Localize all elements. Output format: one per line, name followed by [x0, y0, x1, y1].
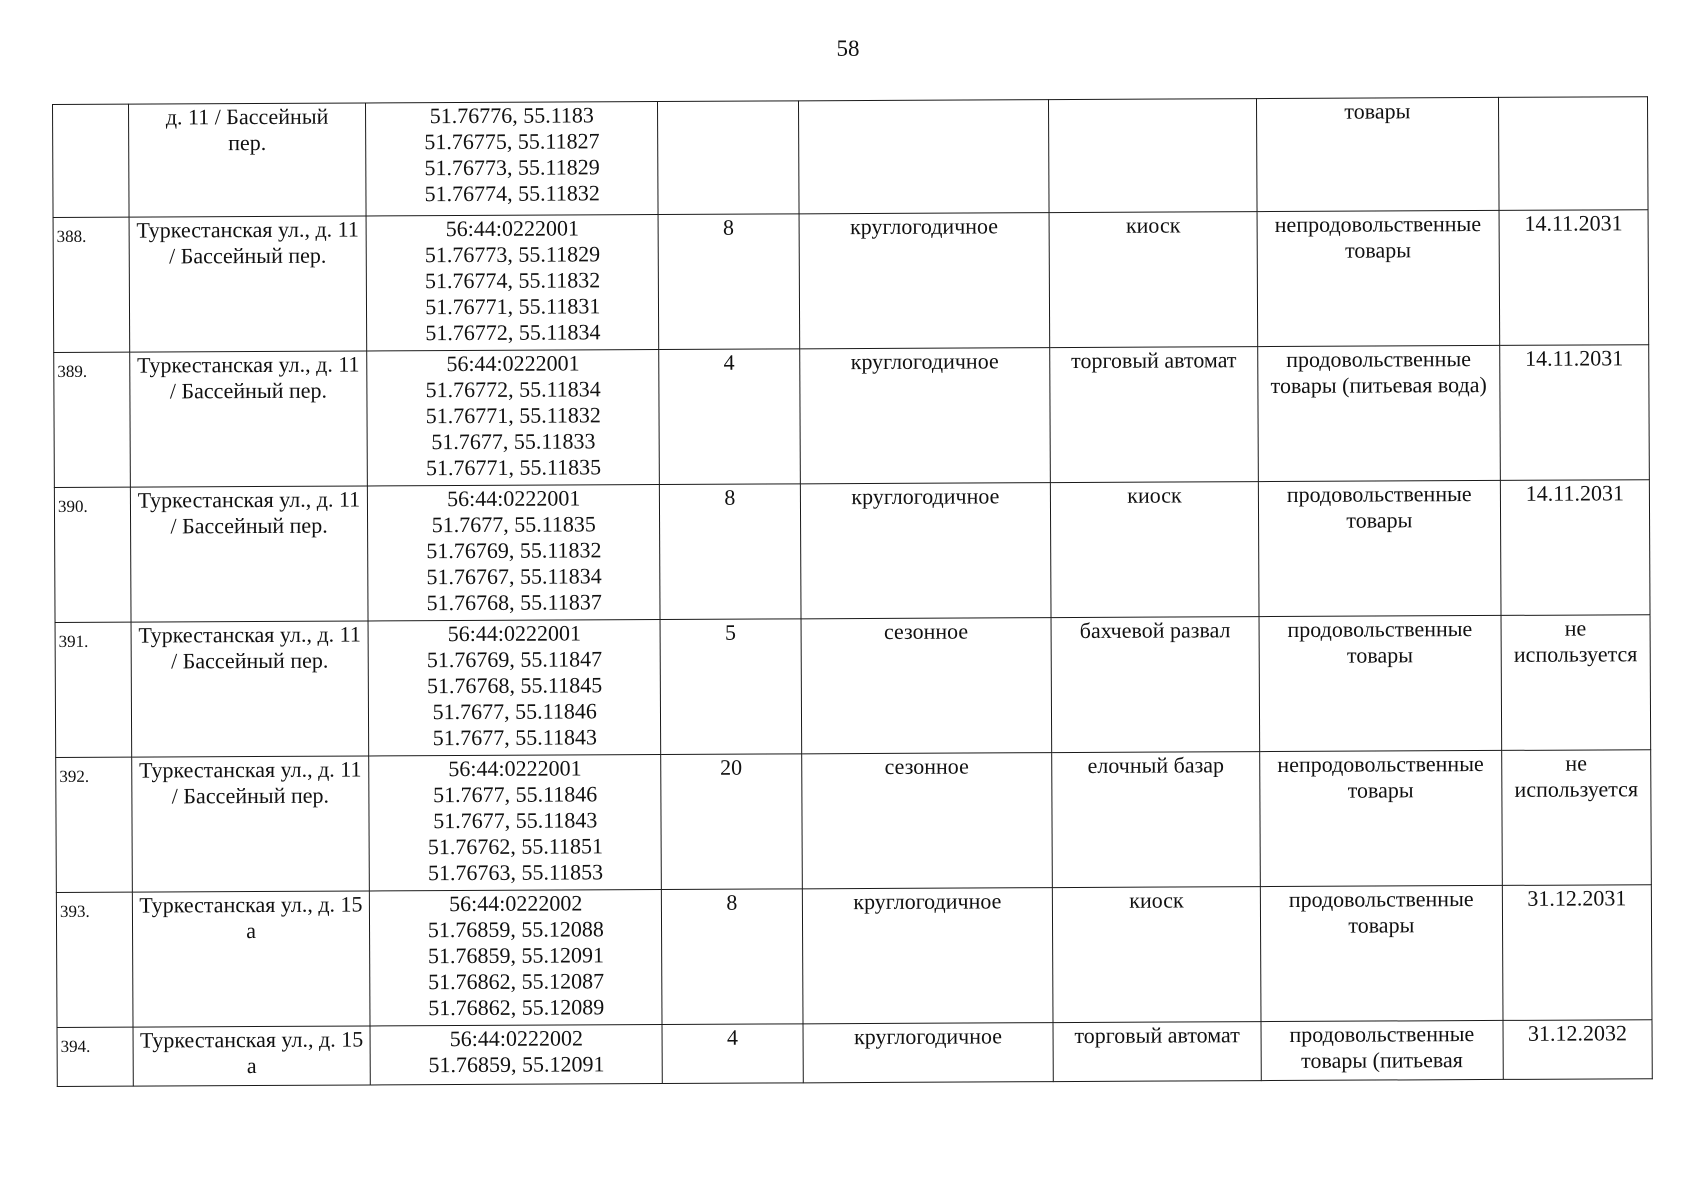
cell-type: торговый автомат	[1053, 1022, 1261, 1082]
table-row-truncated	[57, 1020, 1652, 1087]
cell-num: 394.	[57, 1027, 133, 1086]
cell-address: Туркестанская ул., д. 11 / Бассейный пер.	[130, 486, 368, 622]
cell-area	[658, 101, 799, 215]
cell-date	[1498, 97, 1648, 211]
cell-period: сезонное	[801, 618, 1052, 754]
cell-goods: непродовольственные товары	[1257, 210, 1500, 346]
cell-period: круглогодичное	[803, 1023, 1054, 1083]
cell-period: сезонное	[801, 753, 1052, 889]
cell-type: киоск	[1053, 887, 1261, 1023]
cell-goods: продовольственные товары	[1259, 615, 1502, 751]
cell-goods: непродовольственные товары	[1259, 750, 1502, 886]
cell-num	[53, 104, 129, 217]
cell-area: 8	[660, 484, 801, 620]
cell-coords: 56:44:0222001 51.7677, 55.11846 51.7677, 55.11843 51.76762, 55.11851 51.76763, 55.11853	[369, 755, 661, 891]
table-row	[56, 750, 1652, 893]
cell-coords: 56:44:0222001 51.7677, 55.11835 51.76769, 55.11832 51.76767, 55.11834 51.76768, 55.11837	[368, 485, 660, 621]
cell-address: Туркестанская ул., д. 15 а	[132, 891, 370, 1027]
cell-goods: продовольственные товары	[1260, 885, 1503, 1021]
cell-address: Туркестанская ул., д. 11 / Бассейный пер.	[129, 351, 367, 487]
cell-date: 31.12.2032	[1503, 1020, 1652, 1080]
cell-date: 14.11.2031	[1500, 345, 1650, 481]
cell-address: Туркестанская ул., д. 11 / Бассейный пер.	[131, 621, 369, 757]
table-row	[56, 885, 1652, 1028]
cell-type: киоск	[1051, 482, 1259, 618]
cell-period: круглогодичное	[802, 888, 1053, 1024]
page-number: 58	[836, 36, 860, 61]
table-row	[55, 615, 1651, 758]
cell-coords: 56:44:0222001 51.76769, 55.11847 51.76768, 55.11845 51.7677, 55.11846 51.7677, 55.11843	[368, 620, 660, 756]
cell-goods: продовольственные товары (питьевая вода)	[1257, 345, 1500, 481]
cell-date: не используется	[1501, 615, 1651, 751]
table-row	[54, 345, 1650, 488]
cell-num: 391.	[55, 622, 131, 757]
cell-coords: 56:44:0222002 51.76859, 55.12088 51.76859, 55.12091 51.76862, 55.12087 51.76862, 55.12089	[370, 890, 662, 1026]
cell-date: 14.11.2031	[1500, 480, 1650, 616]
table-row-continuation	[53, 97, 1649, 218]
cell-area: 4	[659, 349, 800, 485]
cell-area: 5	[660, 619, 801, 755]
cell-goods: товары	[1256, 97, 1499, 211]
cell-coords: 56:44:0222001 51.76773, 55.11829 51.76774, 55.11832 51.76771, 55.11831 51.76772, 55.11834	[366, 215, 658, 351]
cell-area: 8	[661, 889, 802, 1025]
cell-num: 389.	[54, 352, 130, 487]
cell-date: не используется	[1502, 750, 1652, 886]
table-row	[54, 480, 1650, 623]
cell-num: 388.	[53, 217, 129, 352]
cell-area: 8	[658, 214, 799, 350]
cell-coords: 51.76776, 55.1183 51.76775, 55.11827 51.76773, 55.11829 51.76774, 55.11832	[366, 102, 658, 216]
cell-area: 20	[661, 754, 802, 890]
cell-coords: 56:44:0222001 51.76772, 55.11834 51.76771, 55.11832 51.7677, 55.11833 51.76771, 55.11835	[367, 350, 659, 486]
cell-period: круглогодичное	[799, 348, 1050, 484]
cell-type: киоск	[1049, 212, 1257, 348]
trade-places-table	[52, 96, 1653, 1087]
cell-period: круглогодичное	[799, 213, 1050, 349]
cell-period: круглогодичное	[800, 483, 1051, 619]
cell-type: елочный базар	[1052, 752, 1260, 888]
table-row	[53, 210, 1649, 353]
cell-coords: 56:44:0222002 51.76859, 55.12091	[370, 1025, 662, 1085]
cell-type: торговый автомат	[1050, 347, 1258, 483]
cell-goods: продовольственные товары	[1258, 480, 1501, 616]
cell-address: Туркестанская ул., д. 11 / Бассейный пер.	[129, 216, 367, 352]
cell-num: 393.	[56, 892, 132, 1027]
cell-type	[1049, 99, 1257, 213]
cell-num: 392.	[56, 757, 132, 892]
cell-address: д. 11 / Бассейный пер.	[128, 103, 366, 217]
cell-num: 390.	[54, 487, 130, 622]
cell-address: Туркестанская ул., д. 11 / Бассейный пер.	[131, 756, 369, 892]
cell-type: бахчевой развал	[1051, 617, 1259, 753]
cell-area: 4	[662, 1024, 803, 1084]
cell-period	[798, 100, 1049, 214]
cell-date: 31.12.2031	[1502, 885, 1652, 1021]
cell-goods: продовольственные товары (питьевая	[1261, 1020, 1503, 1080]
cell-address: Туркестанская ул., д. 15 а	[133, 1026, 371, 1086]
cell-date: 14.11.2031	[1499, 210, 1649, 346]
